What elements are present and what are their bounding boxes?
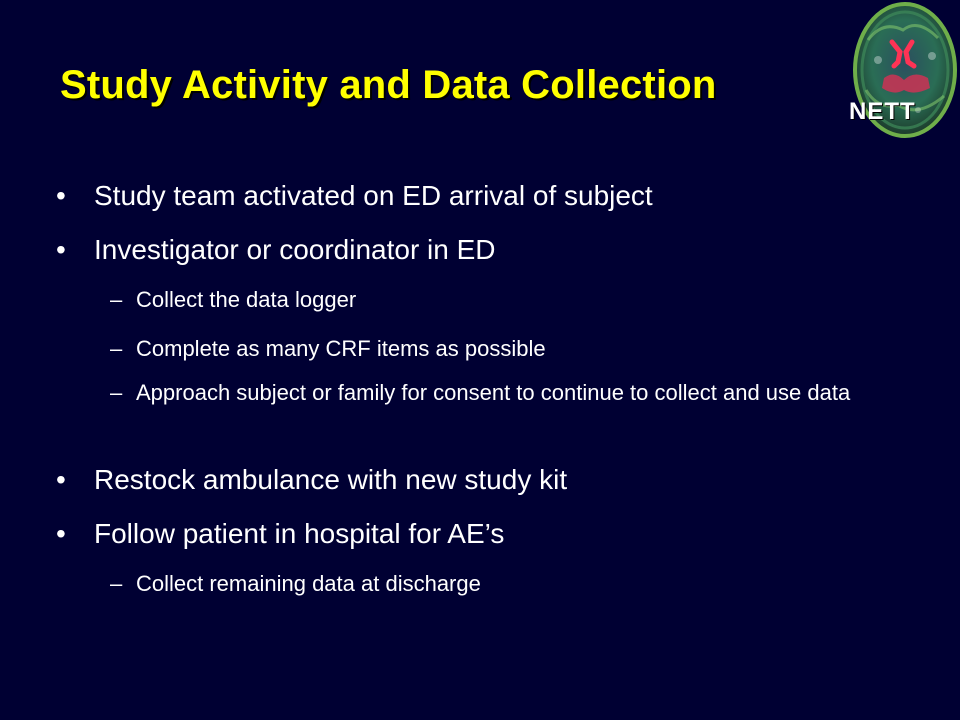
- bullet-text: Restock ambulance with new study kit: [94, 464, 568, 495]
- logo-label: NETT: [849, 98, 916, 125]
- subbullet-item: [110, 284, 876, 316]
- bullet-text: Study team activated on ED arrival of subject: [94, 180, 653, 211]
- bullet-text: Investigator or coordinator in ED: [94, 234, 496, 265]
- dash-glyph: –: [110, 336, 123, 361]
- subbullet-text: Complete as many CRF items as possible: [136, 336, 546, 361]
- subbullet-text: Collect the data logger: [136, 287, 357, 312]
- bullet-text: Follow patient in hospital for AE’s: [94, 518, 505, 549]
- bullet-glyph: •: [56, 464, 66, 495]
- bullet-item: [56, 180, 653, 212]
- subbullet-text: Approach subject or family for consent to continue to collect and use data: [136, 380, 851, 405]
- bullet-item: [56, 518, 505, 550]
- subbullet-item: [110, 333, 876, 365]
- bullet-glyph: •: [56, 180, 66, 211]
- bullet-item: [56, 464, 568, 496]
- bullet-item: [56, 234, 496, 266]
- dash-glyph: –: [110, 380, 123, 405]
- dash-glyph: –: [110, 287, 123, 312]
- slide-title: Study Activity and Data Collection: [60, 63, 717, 107]
- subbullet-item: [110, 568, 876, 600]
- dash-glyph: –: [110, 571, 123, 596]
- subbullet-text: Collect remaining data at discharge: [136, 571, 481, 596]
- bullet-glyph: •: [56, 518, 66, 549]
- bullet-glyph: •: [56, 234, 66, 265]
- subbullet-item: [110, 377, 876, 409]
